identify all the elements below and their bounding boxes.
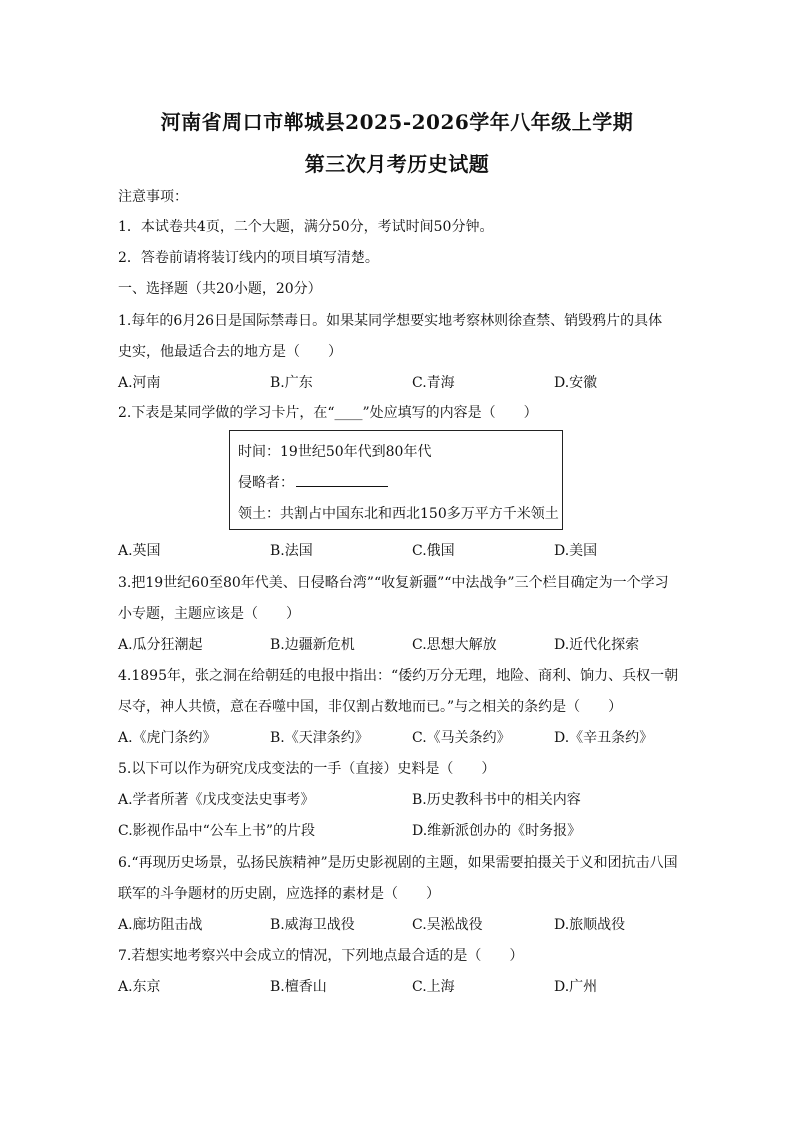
question-4-text-line1: 4.1895年，张之洞在给朝廷的电报中指出：“倭约万分无理，地险、商利、饷力、兵权一朝 — [118, 668, 679, 684]
exam-title-line1: 河南省周口市郸城县2025-2026学年八年级上学期 — [160, 110, 634, 134]
question-2-option-a: A.英国 — [118, 543, 161, 559]
question-4-option-b: B.《天津条约》 — [270, 730, 369, 746]
question-2-text-line1: 2.下表是某同学做的学习卡片，在“____”处应填写的内容是（ ） — [118, 405, 538, 421]
notice-item-2: 2．答卷前请将装订线内的项目填写清楚。 — [118, 250, 379, 266]
question-2-option-b: B.法国 — [270, 543, 313, 559]
notice-heading: 注意事项： — [118, 189, 188, 205]
question-6-option-d: D.旅顺战役 — [554, 917, 626, 933]
question-6-option-b: B.威海卫战役 — [270, 917, 355, 933]
study-card-time: 时间：19世纪50年代到80年代 — [238, 444, 432, 460]
question-3-text-line2: 小专题，主题应该是（ ） — [118, 606, 300, 622]
question-1-text-line1: 1.每年的6月26日是国际禁毒日。如果某同学想要实地考察林则徐查禁、销毁鸦片的具体 — [118, 313, 663, 329]
question-5-option-c: C.影视作品中“公车上书”的片段 — [118, 823, 315, 839]
study-card-blank — [296, 474, 388, 487]
study-card-invader-row — [238, 474, 388, 492]
study-card — [229, 430, 563, 530]
study-card-territory: 领土：共割占中国东北和西北150多万平方千米领土 — [238, 506, 559, 522]
exam-title-line2: 第三次月考历史试题 — [304, 152, 490, 176]
question-1-option-d: D.安徽 — [554, 375, 598, 391]
question-2-option-c: C.俄国 — [412, 543, 455, 559]
question-4-option-c: C.《马关条约》 — [412, 730, 511, 746]
question-6-option-c: C.吴淞战役 — [412, 917, 483, 933]
study-card-invader-label: 侵略者： — [238, 475, 294, 491]
question-5-option-d: D.维新派创办的《时务报》 — [412, 823, 582, 839]
question-4-text-line2: 尽夺，神人共愤，意在吞噬中国，非仅割占数地而已。”与之相关的条约是（ ） — [118, 699, 623, 715]
question-6-text-line2: 联军的斗争题材的历史剧，应选择的素材是（ ） — [118, 886, 440, 902]
question-4-option-a: A.《虎门条约》 — [118, 730, 217, 746]
question-7-option-d: D.广州 — [554, 979, 598, 995]
question-7-option-a: A.东京 — [118, 979, 161, 995]
question-6-option-a: A.廊坊阻击战 — [118, 917, 203, 933]
question-3-option-a: A.瓜分狂潮起 — [118, 637, 203, 653]
question-1-option-b: B.广东 — [270, 375, 313, 391]
question-7-text-line1: 7.若想实地考察兴中会成立的情况，下列地点最合适的是（ ） — [118, 948, 524, 964]
question-2-option-d: D.美国 — [554, 543, 598, 559]
notice-item-1: 1．本试卷共4页，二个大题，满分50分，考试时间50分钟。 — [118, 219, 494, 235]
question-6-text-line1: 6.“再现历史场景，弘扬民族精神”是历史影视剧的主题，如果需要拍摄关于义和团抗击八国 — [118, 855, 678, 871]
question-1-option-a: A.河南 — [118, 375, 161, 391]
question-3-text-line1: 3.把19世纪60至80年代美、日侵略台湾”“收复新疆”“中法战争”三个栏目确定为一个学习 — [118, 575, 669, 591]
question-7-option-b: B.檀香山 — [270, 979, 327, 995]
question-3-option-c: C.思想大解放 — [412, 637, 497, 653]
question-5-text-line1: 5.以下可以作为研究戊戌变法的一手（直接）史料是（ ） — [118, 761, 496, 777]
question-1-text-line2: 史实，他最适合去的地方是（ ） — [118, 344, 342, 360]
question-5-option-a: A.学者所著《戊戌变法史事考》 — [118, 792, 315, 808]
question-3-option-b: B.边疆新危机 — [270, 637, 355, 653]
section-heading-choice: 一、选择题（共20小题，20分） — [118, 281, 322, 297]
question-4-option-d: D.《辛丑条约》 — [554, 730, 654, 746]
question-5-option-b: B.历史教科书中的相关内容 — [412, 792, 581, 808]
question-3-option-d: D.近代化探索 — [554, 637, 640, 653]
question-1-option-c: C.青海 — [412, 375, 455, 391]
question-7-option-c: C.上海 — [412, 979, 455, 995]
